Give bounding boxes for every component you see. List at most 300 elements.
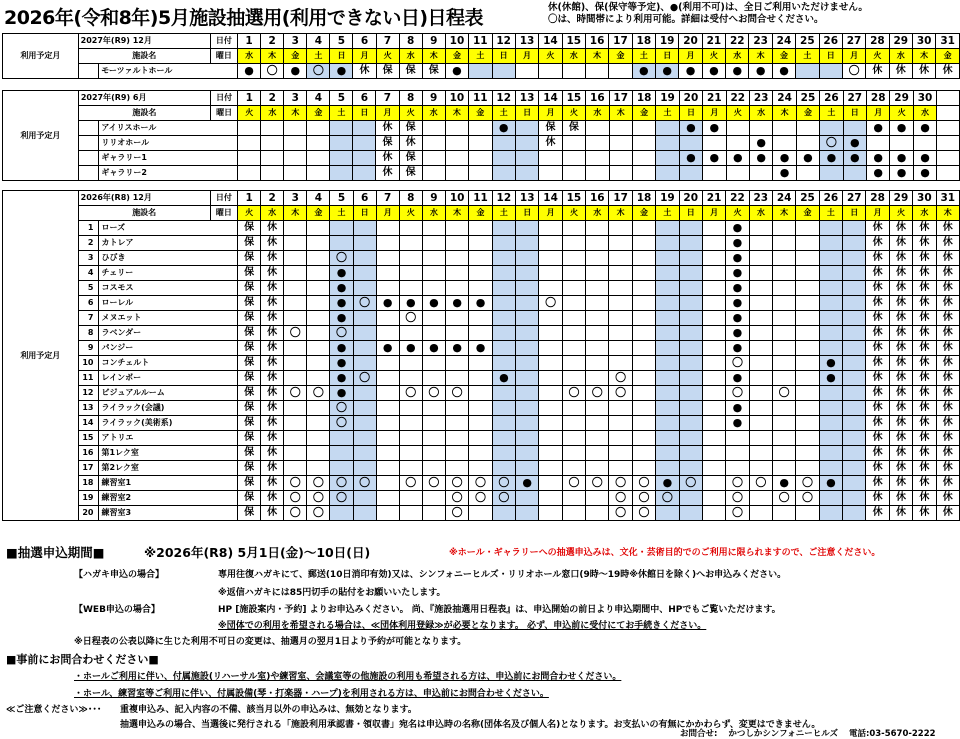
status-cell xyxy=(749,166,772,181)
status-cell: ● xyxy=(492,371,515,386)
status-cell: 〇 xyxy=(492,491,515,506)
status-cell xyxy=(284,296,307,311)
status-cell: 休 xyxy=(866,416,889,431)
inquiry-heading: ■事前にお問合わせください■ xyxy=(6,653,159,666)
status-cell xyxy=(632,401,655,416)
status-cell xyxy=(469,151,492,166)
facility-name: 第2レク室 xyxy=(99,461,238,476)
status-cell xyxy=(703,136,726,151)
date-cell: 25 xyxy=(796,91,819,106)
status-cell xyxy=(632,461,655,476)
date-cell: 24 xyxy=(773,91,796,106)
status-cell xyxy=(679,266,702,281)
status-cell xyxy=(307,341,330,356)
status-cell: 休 xyxy=(866,341,889,356)
status-cell: 〇 xyxy=(726,491,749,506)
facility-row xyxy=(3,121,960,136)
status-cell xyxy=(937,136,960,151)
status-cell xyxy=(609,64,632,79)
status-cell xyxy=(307,296,330,311)
status-cell xyxy=(562,251,585,266)
status-cell: 休 xyxy=(889,416,912,431)
date-cell: 15 xyxy=(562,91,585,106)
status-cell: ● xyxy=(330,371,353,386)
status-cell: ● xyxy=(773,166,796,181)
facility-name: 練習室1 xyxy=(99,476,238,491)
status-cell xyxy=(679,446,702,461)
weekday-cell: 火 xyxy=(562,106,585,121)
weekday-cell: 木 xyxy=(936,206,959,221)
status-cell xyxy=(843,386,866,401)
status-cell xyxy=(796,416,819,431)
weekday-cell: 金 xyxy=(772,49,795,64)
status-cell xyxy=(632,236,655,251)
status-cell xyxy=(562,281,585,296)
status-cell xyxy=(679,281,702,296)
status-cell xyxy=(843,341,866,356)
status-cell xyxy=(562,491,585,506)
status-cell xyxy=(656,166,679,181)
date-cell: 21 xyxy=(702,34,725,49)
status-cell: 休 xyxy=(261,371,284,386)
facility-row xyxy=(3,64,960,79)
weekday-cell: 木 xyxy=(609,106,632,121)
status-cell xyxy=(516,431,539,446)
status-cell xyxy=(749,281,772,296)
status-cell: 休 xyxy=(913,461,936,476)
status-cell xyxy=(773,121,796,136)
status-cell xyxy=(796,221,819,236)
date-cell: 22 xyxy=(726,34,749,49)
status-cell xyxy=(353,251,376,266)
status-cell: 休 xyxy=(889,251,912,266)
status-cell xyxy=(609,151,632,166)
date-row xyxy=(3,91,960,106)
status-cell: ● xyxy=(867,151,890,166)
status-cell xyxy=(562,311,585,326)
status-cell xyxy=(307,236,330,251)
status-cell xyxy=(330,136,353,151)
weekday-cell: 木 xyxy=(261,49,284,64)
status-cell: 〇 xyxy=(353,371,376,386)
status-cell xyxy=(422,121,445,136)
status-cell: 休 xyxy=(866,386,889,401)
status-cell xyxy=(609,356,632,371)
status-cell xyxy=(492,281,515,296)
status-cell xyxy=(726,431,749,446)
status-cell xyxy=(656,401,679,416)
date-cell: 20 xyxy=(679,34,702,49)
status-cell xyxy=(843,371,866,386)
status-cell xyxy=(284,356,307,371)
status-cell xyxy=(422,326,445,341)
status-cell: 〇 xyxy=(842,64,865,79)
status-cell xyxy=(284,121,307,136)
weekday-cell: 水 xyxy=(913,206,936,221)
status-cell xyxy=(284,151,307,166)
status-cell: ● xyxy=(772,64,795,79)
date-cell: 4 xyxy=(307,191,330,206)
status-cell xyxy=(679,296,702,311)
date-cell: 6 xyxy=(353,191,376,206)
status-cell xyxy=(422,446,445,461)
date-cell: 8 xyxy=(399,91,422,106)
date-cell: 2 xyxy=(261,34,284,49)
date-cell: 19 xyxy=(656,91,679,106)
status-cell xyxy=(609,446,632,461)
status-cell: 〇 xyxy=(399,386,422,401)
weekday-cell: 月 xyxy=(867,106,890,121)
status-cell xyxy=(656,431,679,446)
date-cell: 21 xyxy=(703,91,726,106)
status-cell xyxy=(445,461,468,476)
status-cell xyxy=(445,251,468,266)
date-cell: 13 xyxy=(516,191,539,206)
status-cell: 休 xyxy=(936,506,959,521)
contact-tel: 電話:03-5670-2222 xyxy=(848,729,936,739)
date-cell: 26 xyxy=(819,34,842,49)
status-cell xyxy=(819,281,842,296)
schedule-table-2 xyxy=(2,90,960,181)
facility-number: 5 xyxy=(78,281,99,296)
status-cell xyxy=(353,341,376,356)
status-cell xyxy=(376,476,399,491)
facility-number xyxy=(78,121,99,136)
status-cell: 休 xyxy=(936,491,959,506)
status-cell xyxy=(702,506,725,521)
status-cell xyxy=(307,356,330,371)
date-cell: 25 xyxy=(796,34,819,49)
status-cell xyxy=(284,266,307,281)
weekday-cell: 火 xyxy=(539,49,562,64)
status-cell: 保 xyxy=(399,166,422,181)
weekday-cell: 日 xyxy=(656,49,679,64)
schedule-table-1 xyxy=(2,33,960,79)
status-cell: 休 xyxy=(376,166,399,181)
status-cell xyxy=(913,136,936,151)
status-cell: 〇 xyxy=(284,491,307,506)
date-cell: 30 xyxy=(912,34,935,49)
facility-number: 14 xyxy=(78,416,99,431)
status-cell xyxy=(422,431,445,446)
status-cell: ● xyxy=(796,151,819,166)
status-cell xyxy=(284,371,307,386)
date-cell: 27 xyxy=(843,91,866,106)
status-cell xyxy=(492,251,515,266)
status-cell: ● xyxy=(867,166,890,181)
status-cell: 〇 xyxy=(307,491,330,506)
status-cell xyxy=(516,251,539,266)
status-cell xyxy=(586,136,609,151)
date-cell: 3 xyxy=(284,91,307,106)
status-cell: 休 xyxy=(936,341,959,356)
status-cell: 〇 xyxy=(796,491,819,506)
status-cell xyxy=(284,446,307,461)
date-cell: 14 xyxy=(539,191,562,206)
status-cell xyxy=(702,341,725,356)
status-cell xyxy=(562,236,585,251)
status-cell xyxy=(492,151,515,166)
web-text: HP [施設案内・予約] よりお申込みください。 尚、『施設抽選用日程表』は、申込開始の前日より申込期間中、HPでもご覧いただけます。 xyxy=(218,605,781,615)
weekday-cell: 火 xyxy=(238,106,261,121)
status-cell xyxy=(492,401,515,416)
weekday-cell: 日 xyxy=(843,106,866,121)
status-cell xyxy=(749,296,772,311)
status-cell xyxy=(632,296,655,311)
weekday-cell: 月 xyxy=(702,206,725,221)
status-cell xyxy=(445,311,468,326)
status-cell: ● xyxy=(284,64,307,79)
status-cell xyxy=(492,431,515,446)
status-cell xyxy=(376,401,399,416)
status-cell xyxy=(679,371,702,386)
status-cell xyxy=(679,326,702,341)
facility-number: 8 xyxy=(78,326,99,341)
status-cell: 保 xyxy=(238,326,261,341)
status-cell: 休 xyxy=(261,326,284,341)
status-cell xyxy=(773,401,796,416)
status-cell xyxy=(307,251,330,266)
lottery-period: ※2026年(R8) 5月1日(金)～10日(日) xyxy=(144,545,371,560)
status-cell xyxy=(796,136,819,151)
status-cell: ● xyxy=(867,121,890,136)
status-cell xyxy=(492,266,515,281)
weekday-cell: 日 xyxy=(843,206,866,221)
status-cell xyxy=(749,341,772,356)
status-cell xyxy=(399,431,422,446)
facility-row xyxy=(3,401,960,416)
date-cell: 10 xyxy=(445,191,468,206)
status-cell: 休 xyxy=(261,446,284,461)
status-cell: 休 xyxy=(936,371,959,386)
status-cell xyxy=(609,221,632,236)
status-cell xyxy=(819,386,842,401)
schedule-table-3 xyxy=(2,190,960,521)
date-cell: 1 xyxy=(238,91,261,106)
status-cell: 休 xyxy=(889,266,912,281)
status-cell xyxy=(585,64,608,79)
status-cell xyxy=(492,136,515,151)
facility-number: 16 xyxy=(78,446,99,461)
status-cell: 休 xyxy=(936,386,959,401)
status-cell: 〇 xyxy=(632,506,655,521)
status-cell xyxy=(586,446,609,461)
status-cell xyxy=(819,311,842,326)
status-cell xyxy=(353,166,376,181)
status-cell: ● xyxy=(726,236,749,251)
status-cell xyxy=(656,506,679,521)
status-cell: 休 xyxy=(936,221,959,236)
status-cell: 休 xyxy=(889,386,912,401)
status-cell xyxy=(796,461,819,476)
weekday-cell: 日 xyxy=(679,206,702,221)
status-cell xyxy=(937,151,960,166)
status-cell: 休 xyxy=(936,446,959,461)
date-row xyxy=(3,34,960,49)
status-cell: 休 xyxy=(889,64,912,79)
weekday-cell: 金 xyxy=(632,106,655,121)
status-cell: 保 xyxy=(422,64,445,79)
weekday-cell: 月 xyxy=(703,106,726,121)
status-cell: 〇 xyxy=(330,401,353,416)
facility-number: 2 xyxy=(78,236,99,251)
status-cell: 休 xyxy=(913,311,936,326)
status-cell xyxy=(492,506,515,521)
status-cell: 〇 xyxy=(330,476,353,491)
status-cell xyxy=(843,236,866,251)
status-cell xyxy=(656,136,679,151)
status-cell xyxy=(819,401,842,416)
status-cell: 〇 xyxy=(749,476,772,491)
status-cell xyxy=(562,166,585,181)
status-cell xyxy=(562,446,585,461)
facility-name: アイリスホール xyxy=(99,121,238,136)
status-cell: 休 xyxy=(936,416,959,431)
status-cell: 休 xyxy=(912,64,935,79)
status-cell xyxy=(632,446,655,461)
status-cell xyxy=(307,281,330,296)
period-label: 2026年(R8) 12月 xyxy=(78,191,210,206)
status-cell: 休 xyxy=(866,221,889,236)
status-cell xyxy=(562,461,585,476)
status-cell xyxy=(539,461,562,476)
status-cell: ● xyxy=(726,401,749,416)
status-cell xyxy=(702,476,725,491)
status-cell xyxy=(562,296,585,311)
status-cell: ● xyxy=(773,151,796,166)
status-cell xyxy=(539,476,562,491)
status-cell: ● xyxy=(703,121,726,136)
status-cell: ● xyxy=(913,166,936,181)
date-cell: 28 xyxy=(866,34,889,49)
date-cell: 14 xyxy=(539,34,562,49)
status-cell: 休 xyxy=(913,221,936,236)
facility-number xyxy=(78,64,99,79)
status-cell: 保 xyxy=(238,266,261,281)
status-cell xyxy=(632,416,655,431)
status-cell: 休 xyxy=(913,386,936,401)
status-cell xyxy=(609,136,632,151)
usage-month-label: 利用予定月 xyxy=(3,191,79,521)
status-cell xyxy=(307,166,330,181)
facility-number xyxy=(78,151,99,166)
status-cell: 休 xyxy=(889,281,912,296)
status-cell: 〇 xyxy=(796,476,819,491)
weekday-cell: 金 xyxy=(936,49,960,64)
status-cell: 休 xyxy=(913,401,936,416)
status-cell xyxy=(284,136,307,151)
status-cell: 保 xyxy=(238,386,261,401)
status-cell: ● xyxy=(726,326,749,341)
status-cell: 休 xyxy=(376,151,399,166)
status-cell xyxy=(353,401,376,416)
status-cell xyxy=(819,221,842,236)
status-cell xyxy=(330,151,353,166)
status-cell: 〇 xyxy=(562,476,585,491)
date-cell: 3 xyxy=(284,191,307,206)
status-cell xyxy=(539,266,562,281)
status-cell xyxy=(586,236,609,251)
weekday-cell: 月 xyxy=(866,206,889,221)
status-cell xyxy=(399,221,422,236)
status-cell: 休 xyxy=(261,236,284,251)
date-cell: 7 xyxy=(376,91,399,106)
status-cell: ● xyxy=(330,296,353,311)
status-cell xyxy=(469,236,492,251)
status-cell: 休 xyxy=(913,491,936,506)
status-cell xyxy=(843,446,866,461)
date-cell: 30 xyxy=(913,91,936,106)
status-cell xyxy=(562,416,585,431)
status-cell xyxy=(492,166,515,181)
facility-name: コンチェルト xyxy=(99,356,238,371)
status-cell: 休 xyxy=(261,296,284,311)
status-cell xyxy=(469,416,492,431)
status-cell xyxy=(422,136,445,151)
facility-number: 4 xyxy=(78,266,99,281)
status-cell xyxy=(796,506,819,521)
status-cell xyxy=(796,386,819,401)
lottery-heading: ■抽選申込期間■ xyxy=(6,545,105,560)
status-cell xyxy=(679,166,702,181)
status-cell: 〇 xyxy=(284,326,307,341)
status-cell xyxy=(562,356,585,371)
status-cell xyxy=(376,236,399,251)
status-cell xyxy=(469,446,492,461)
status-cell xyxy=(773,461,796,476)
weekday-cell: 金 xyxy=(796,106,819,121)
status-cell: ● xyxy=(330,341,353,356)
weekday-cell: 月 xyxy=(376,206,399,221)
status-cell xyxy=(353,236,376,251)
facility-row xyxy=(3,341,960,356)
status-cell: 休 xyxy=(936,311,959,326)
weekday-cell: 土 xyxy=(330,206,353,221)
status-cell xyxy=(445,236,468,251)
status-cell xyxy=(469,221,492,236)
facility-name: ライラック(美術系) xyxy=(99,416,238,431)
facility-row xyxy=(3,266,960,281)
status-cell: 休 xyxy=(936,296,959,311)
status-cell: 休 xyxy=(936,236,959,251)
status-cell: 〇 xyxy=(726,506,749,521)
weekday-cell: 火 xyxy=(890,106,913,121)
status-cell xyxy=(586,166,609,181)
status-cell xyxy=(284,401,307,416)
status-cell xyxy=(516,326,539,341)
status-cell: 休 xyxy=(261,491,284,506)
status-cell xyxy=(422,311,445,326)
status-cell xyxy=(796,251,819,266)
facility-row xyxy=(3,416,960,431)
status-cell: 保 xyxy=(562,121,585,136)
status-cell: 休 xyxy=(261,341,284,356)
date-cell: 7 xyxy=(376,191,399,206)
status-cell: 休 xyxy=(913,371,936,386)
status-cell xyxy=(679,461,702,476)
facility-number: 1 xyxy=(78,221,99,236)
facility-number: 11 xyxy=(78,371,99,386)
status-cell xyxy=(702,296,725,311)
weekday-cell: 木 xyxy=(912,49,935,64)
status-cell xyxy=(586,221,609,236)
facility-name: ローズ xyxy=(99,221,238,236)
status-cell xyxy=(656,386,679,401)
status-cell: 休 xyxy=(261,431,284,446)
status-cell xyxy=(679,136,702,151)
status-cell: 〇 xyxy=(330,491,353,506)
status-cell: 休 xyxy=(889,491,912,506)
